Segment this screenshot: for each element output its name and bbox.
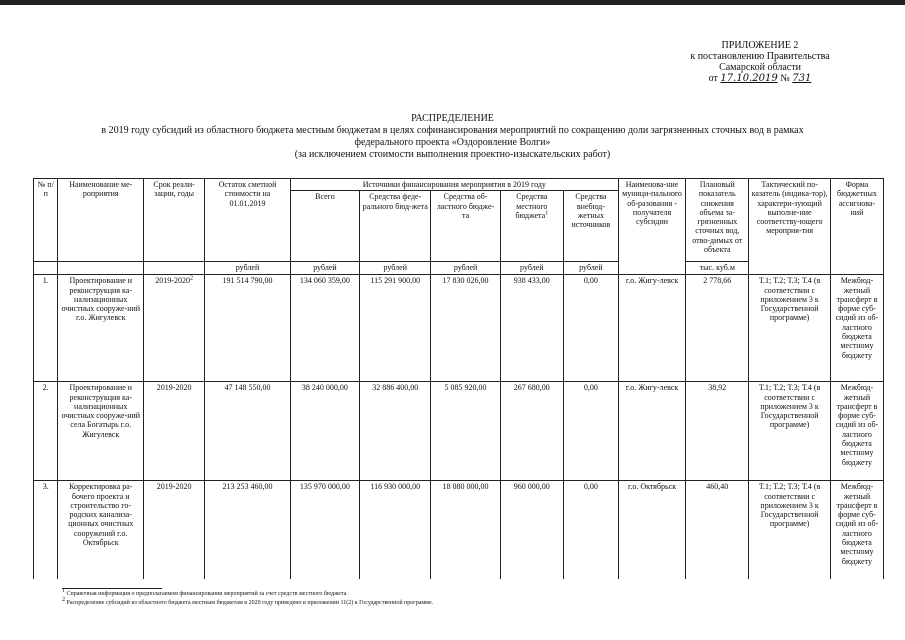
appendix-header bbox=[660, 40, 860, 84]
unit-regional: рублей bbox=[431, 262, 500, 275]
header-total: Всего bbox=[290, 191, 359, 262]
cell-indicator: 38,92 bbox=[686, 382, 749, 481]
cell-period: 2019-2020 bbox=[144, 481, 205, 580]
cell-indicator: 460,40 bbox=[686, 481, 749, 580]
cell-extra: 0,00 bbox=[563, 275, 618, 382]
cell-extra: 0,00 bbox=[563, 481, 618, 580]
header-sources: Источники финансирования мероприятия в 2019 году bbox=[290, 179, 618, 191]
footnote-2-mark: 2 bbox=[62, 597, 65, 603]
cell-extra: 0,00 bbox=[563, 382, 618, 481]
number-label: № bbox=[780, 73, 790, 84]
appendix-title: ПРИЛОЖЕНИЕ 2 bbox=[721, 40, 799, 51]
cell-municipality: г.о. Жигу-левск bbox=[618, 382, 685, 481]
cell-remainder: 191 514 790,00 bbox=[205, 275, 291, 382]
header-tactical: Тактический по-казатель (индика-тор), характери-зующий выполне-ние соответству-ющего мероприя-тия bbox=[749, 179, 831, 275]
cell-name: Проектирование и реконструкция ка-нализационных очистных сооруже-ний села Богатырь г.о. Жигулевск bbox=[58, 382, 144, 481]
unit-extra: рублей bbox=[563, 262, 618, 275]
title-line-3: (за исключением стоимости выполнения проектно-изыскательских работ) bbox=[294, 149, 611, 160]
cell-form: Межбюд-жетный трансферт в форме суб-сидий из об-ластного бюджета местному бюджету bbox=[830, 382, 883, 481]
title-heading: РАСПРЕДЕЛЕНИЕ bbox=[411, 113, 494, 124]
footnote-ref-1: 1 bbox=[545, 210, 549, 217]
header-indicator: Плановый показатель снижения объема за-грязненных сточных вод, отво-димых от объекта bbox=[686, 179, 749, 262]
units-empty bbox=[58, 262, 144, 275]
cell-form: Межбюд-жетный трансферт в форме суб-сидий из об-ластного бюджета местному бюджету bbox=[830, 481, 883, 580]
distribution-table bbox=[33, 178, 884, 579]
footnote-1-mark: 1 bbox=[62, 588, 65, 594]
header-period: Срок реали-зации, годы bbox=[144, 179, 205, 262]
cell-regional: 17 830 026,00 bbox=[431, 275, 500, 382]
cell-total: 38 240 000,00 bbox=[290, 382, 359, 481]
cell-municipality: г.о. Октябрьск bbox=[618, 481, 685, 580]
cell-federal: 116 930 000,00 bbox=[360, 481, 431, 580]
cell-regional: 18 080 000,00 bbox=[431, 481, 500, 580]
cell-num: 2. bbox=[34, 382, 58, 481]
cell-regional: 5 085 920,00 bbox=[431, 382, 500, 481]
footnote-2 bbox=[62, 599, 433, 608]
document-title bbox=[0, 113, 905, 161]
cell-form: Межбюд-жетный трансферт в форме суб-сидий из об-ластного бюджета местному бюджету bbox=[830, 275, 883, 382]
footnote-2-text: Распределение субсидий из областного бюджета местным бюджетам в 2020 году приведено в приложении 11(2) к Государственной программе. bbox=[66, 600, 434, 606]
cell-local: 960 000,00 bbox=[500, 481, 563, 580]
cell-municipality: г.о. Жигу-левск bbox=[618, 275, 685, 382]
footnotes bbox=[62, 588, 433, 608]
cell-num: 3. bbox=[34, 481, 58, 580]
header-municipality: Наименова-ние муници-пального об-разования - получателя субсидии bbox=[618, 179, 685, 275]
cell-local: 267 680,00 bbox=[500, 382, 563, 481]
header-local bbox=[500, 191, 563, 262]
header-regional: Средства об-ластного бюдже-та bbox=[431, 191, 500, 262]
cell-tactical: Т.1; Т.2; Т.3; Т.4 (в соответствии с приложением 3 к Государственной программе) bbox=[749, 481, 831, 580]
table-row bbox=[34, 382, 884, 481]
cell-period: 2019-2020 bbox=[144, 382, 205, 481]
unit-remainder: рублей bbox=[205, 262, 291, 275]
footnote-ref-2: 2 bbox=[189, 275, 193, 282]
header-row-1 bbox=[34, 179, 884, 191]
handwritten-date: 17.10.2019 bbox=[720, 73, 778, 84]
unit-total: рублей bbox=[290, 262, 359, 275]
cell-remainder: 47 148 550,00 bbox=[205, 382, 291, 481]
cell-federal: 115 291 900,00 bbox=[360, 275, 431, 382]
header-num: № п/п bbox=[34, 179, 58, 262]
cell-federal: 32 886 400,00 bbox=[360, 382, 431, 481]
cell-total: 134 060 359,00 bbox=[290, 275, 359, 382]
footnote-divider bbox=[62, 588, 162, 589]
cell-name: Корректировка ра-бочего проекта и строительство го-родских канализа-ционных очистных сооружений г.о. Октябрьск bbox=[58, 481, 144, 580]
footnote-1-text: Справочная информация о предполагаемом финансировании мероприятий за счет средств местного бюджета. bbox=[66, 591, 348, 597]
cell-indicator: 2 778,66 bbox=[686, 275, 749, 382]
cell-period-text: 2019-2020 bbox=[155, 276, 190, 286]
cell-local: 938 433,00 bbox=[500, 275, 563, 382]
cell-remainder: 213 253 460,00 bbox=[205, 481, 291, 580]
cell-total: 135 970 000,00 bbox=[290, 481, 359, 580]
unit-indicator: тыс. куб.м bbox=[686, 262, 749, 275]
units-empty bbox=[144, 262, 205, 275]
cell-name: Проектирование и реконструкция ка-нализационных очистных сооруже-ний г.о. Жигулевск bbox=[58, 275, 144, 382]
header-name: Наименование ме-роприятия bbox=[58, 179, 144, 262]
footnote-1 bbox=[62, 590, 433, 599]
units-empty bbox=[34, 262, 58, 275]
scan-top-border bbox=[0, 0, 905, 5]
cell-tactical: Т.1; Т.2; Т.3; Т.4 (в соответствии с приложением 3 к Государственной программе) bbox=[749, 382, 831, 481]
unit-local: рублей bbox=[500, 262, 563, 275]
appendix-date-line bbox=[660, 73, 860, 84]
header-federal: Средства феде-рального бюд-жета bbox=[360, 191, 431, 262]
header-extra: Средства внебюд-жетных источников bbox=[563, 191, 618, 262]
header-remainder: Остаток сметной стоимости на 01.01.2019 bbox=[205, 179, 291, 262]
cell-period bbox=[144, 275, 205, 382]
header-local-label: Средства местного бюджета bbox=[515, 192, 548, 220]
cell-num: 1. bbox=[34, 275, 58, 382]
title-line-1: в 2019 году субсидий из областного бюджета местным бюджетам в целях софинансирования мероприятий по сокращению доли загрязненных сточных вод в рамках bbox=[101, 125, 804, 136]
unit-federal: рублей bbox=[360, 262, 431, 275]
appendix-line-3: Самарской области bbox=[719, 62, 801, 73]
table-row bbox=[34, 481, 884, 580]
title-line-2: федерального проекта «Оздоровление Волги» bbox=[354, 137, 551, 148]
header-form: Форма бюджетных ассигнова-ний bbox=[830, 179, 883, 275]
appendix-line-2: к постановлению Правительства bbox=[690, 51, 830, 62]
cell-tactical: Т.1; Т.2; Т.3; Т.4 (в соответствии с приложением 3 к Государственной программе) bbox=[749, 275, 831, 382]
handwritten-number: 731 bbox=[792, 73, 812, 84]
table-row bbox=[34, 275, 884, 382]
from-label: от bbox=[708, 73, 718, 84]
